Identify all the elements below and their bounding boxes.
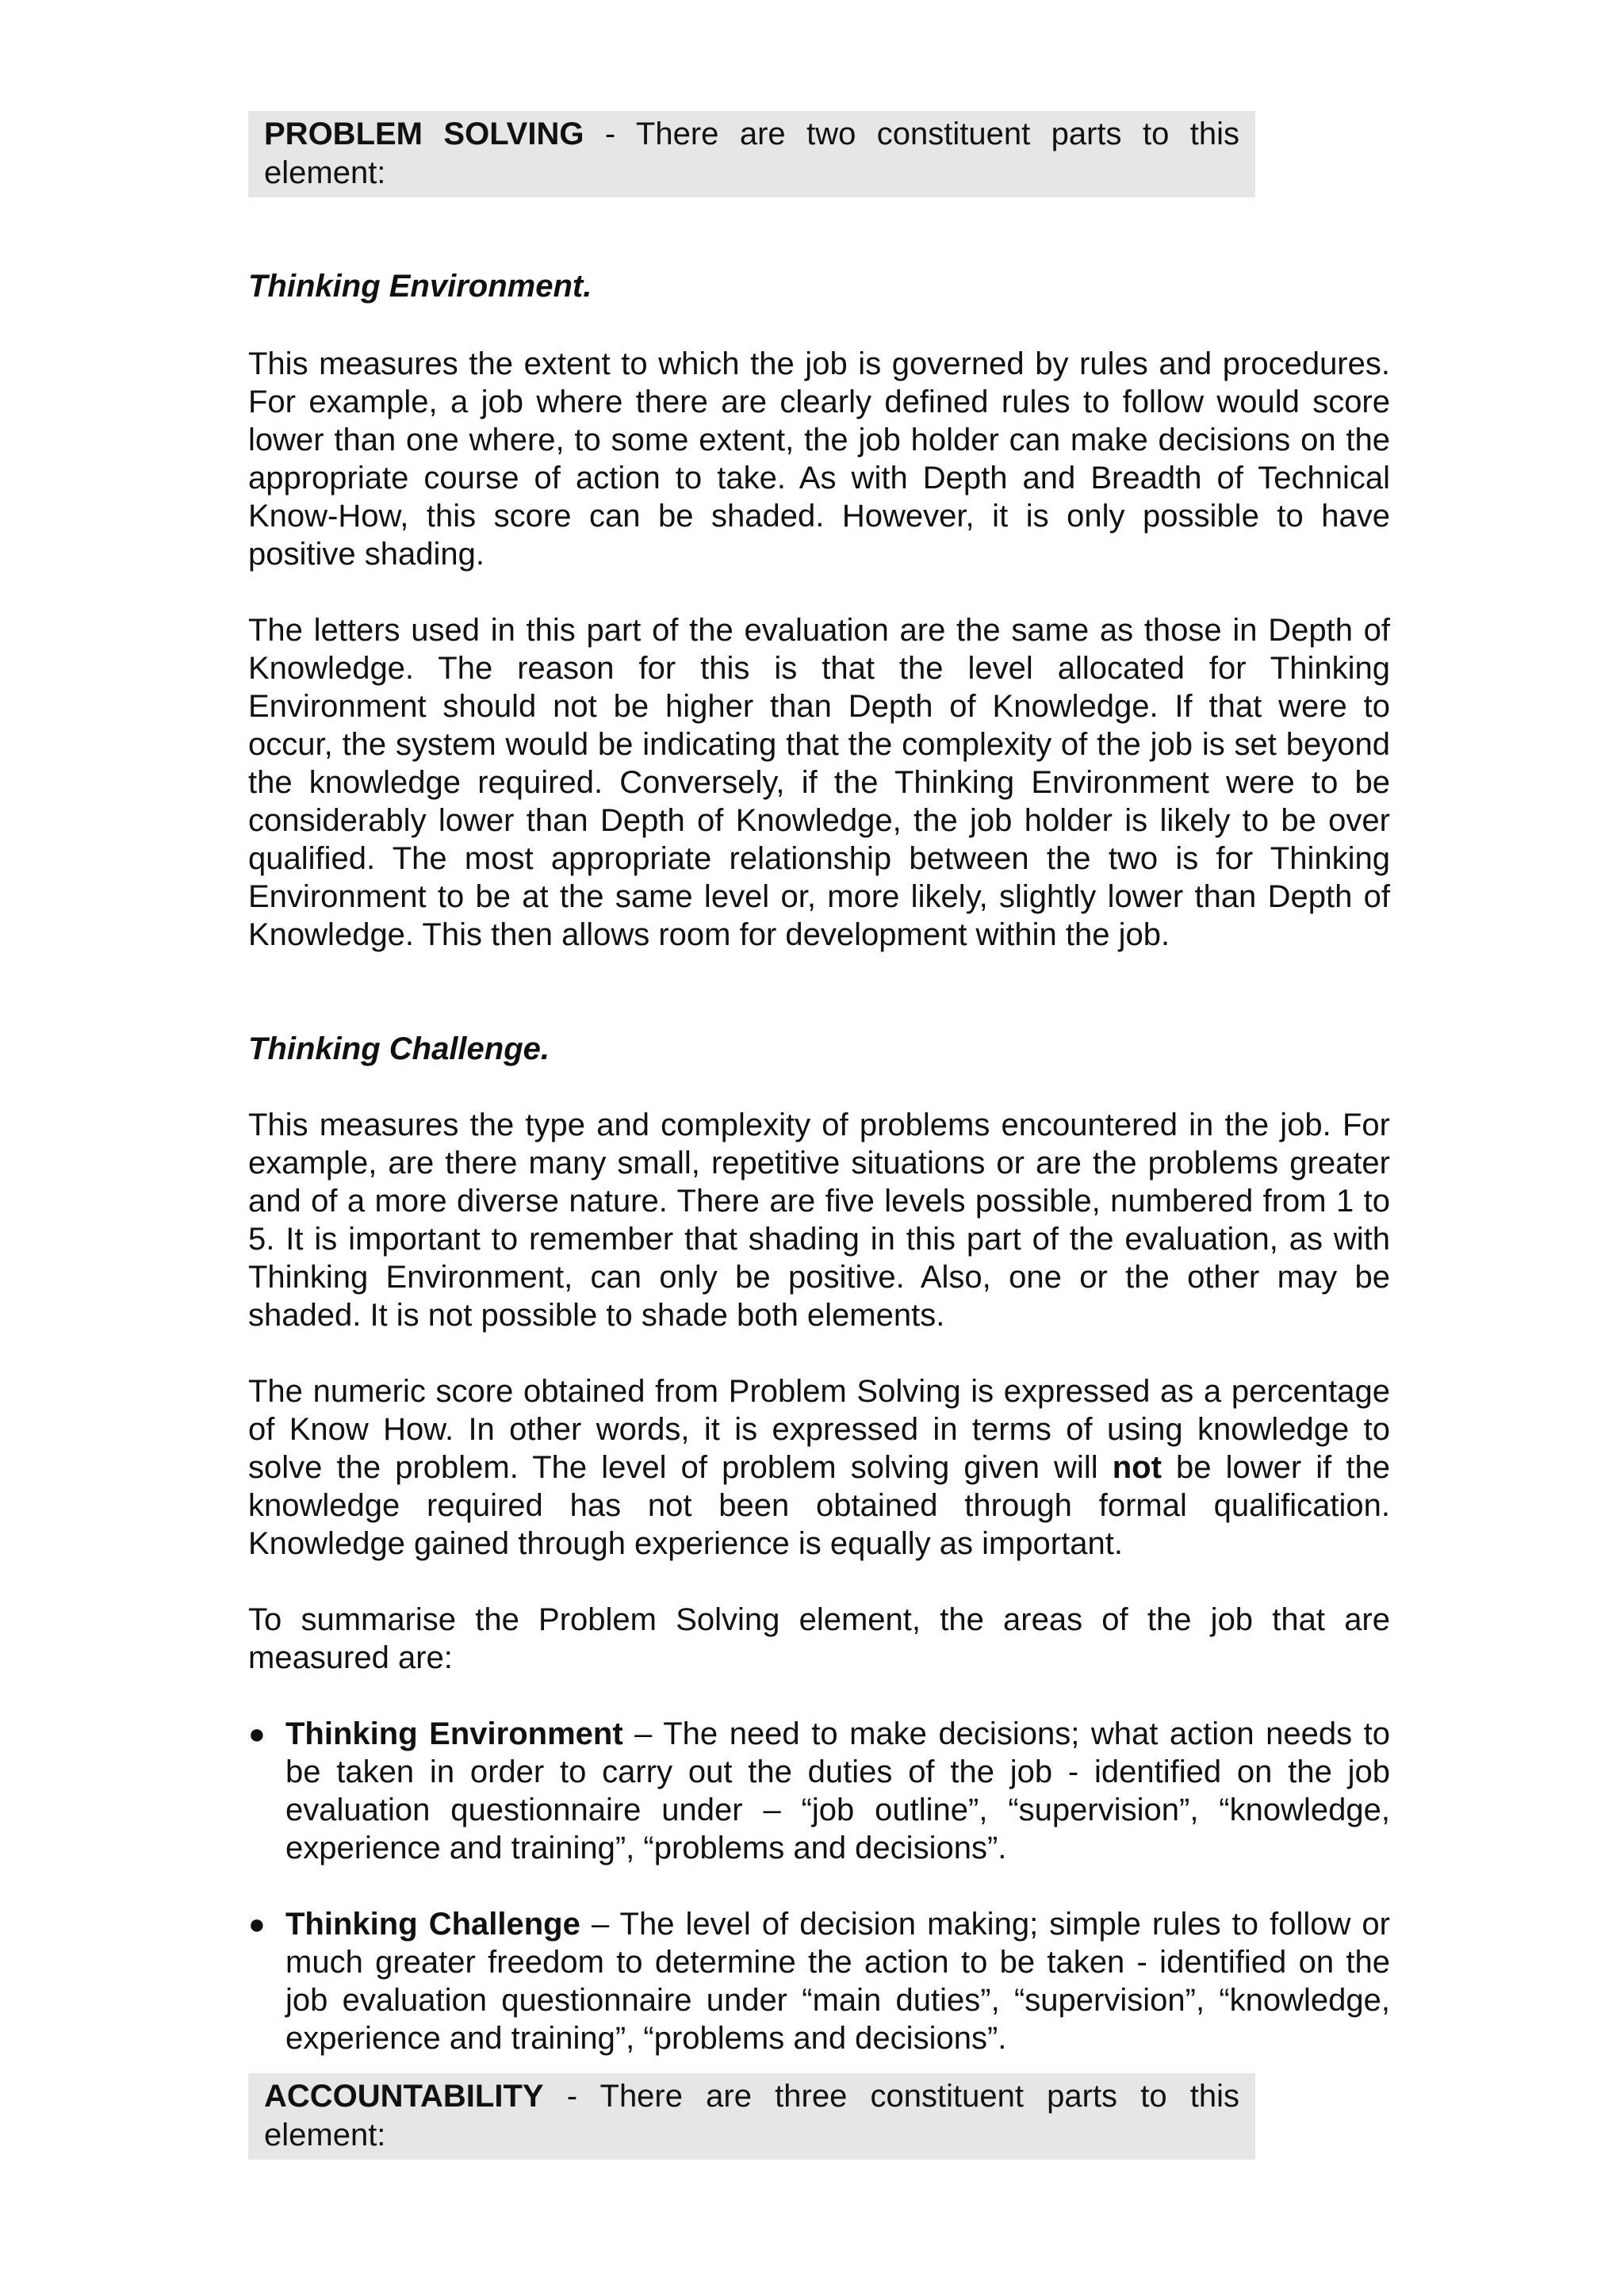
paragraph-2-emphasis: not [1112,1450,1162,1485]
bullet-icon: ● [248,1717,266,1750]
accountability-intro: - There are three constituent parts to this element: [264,2079,1239,2152]
problem-solving-section-header [248,111,1255,197]
thinking-challenge-heading: Thinking Challenge. [248,1031,550,1066]
summary-bullet-list [248,1715,1390,2057]
document-page [248,111,1390,2160]
bullet-term: Thinking Challenge [285,1907,580,1942]
paragraph-2-text-after: be lower if the knowledge required has not been obtained through formal qualification. Knowledge gained through experience is equally as important. [248,1450,1391,1561]
summary-intro: To summarise the Problem Solving element, the areas of the job that are measured are: [248,1602,1390,1675]
thinking-challenge-paragraph-2 [248,1372,1390,1563]
problem-solving-title: PROBLEM SOLVING [264,117,584,151]
bullet-icon: ● [248,1908,266,1940]
accountability-section-header [248,2073,1255,2160]
accountability-title: ACCOUNTABILITY [264,2079,544,2114]
thinking-environment-paragraph-2: The letters used in this part of the evaluation are the same as those in Depth of Knowledge. The reason for this is that the level allocated for Thinking Environment should not be higher than Depth of Knowledge. If that were to occur, the system would be indicating that the complexity of the job is set beyond the knowledge required. Conversely, if the Thinking Environment were to be considerably lower than Depth of Knowledge, the job holder is likely to be over qualified. The most appropriate relationship between the two is for Thinking Environment to be at the same level or, more likely, slightly lower than Depth of Knowledge. This then allows room for development within the job. [248,613,1390,952]
thinking-environment-heading: Thinking Environment. [248,269,592,304]
thinking-environment-paragraph-1: This measures the extent to which the job is governed by rules and procedures. For example, a job where there are clearly defined rules to follow would score lower than one where, to some extent, the job holder can make decisions on the appropriate course of action to take. As with Depth and Breadth of Technical Know-How, this score can be shaded. However, it is only possible to have positive shading. [248,346,1390,572]
thinking-challenge-paragraph-1: This measures the type and complexity of problems encountered in the job. For example, are there many small, repetitive situations or are the problems greater and of a more diverse nature. There are five levels possible, numbered from 1 to 5. It is important to remember that shading in this part of the evaluation, as with Thinking Environment, can only be positive. Also, one or the other may be shaded. It is not possible to shade both elements. [248,1108,1390,1333]
list-item [248,1715,1390,1867]
bullet-text: – The level of decision making; simple rules to follow or much greater freedom to determine the action to be taken - identified on the job evaluation questionnaire under “main duties”, “supervision”, “knowledge, experience and training”, “problems and decisions”. [285,1907,1391,2056]
bullet-text: – The need to make decisions; what action needs to be taken in order to carry out the duties of the job - identified on the job evaluation questionnaire under – “job outline”, “supervision”, “knowledge, experience and training”, “problems and decisions”. [285,1716,1391,1866]
paragraph-2-text-before: The numeric score obtained from Problem Solving is expressed as a percentage of Know How. In other words, it is expressed in terms of using knowledge to solve the problem. The level of problem solving given will [248,1374,1390,1485]
bullet-term: Thinking Environment [285,1716,623,1751]
problem-solving-intro: - There are two constituent parts to this element: [264,117,1239,190]
list-item [248,1905,1390,2057]
